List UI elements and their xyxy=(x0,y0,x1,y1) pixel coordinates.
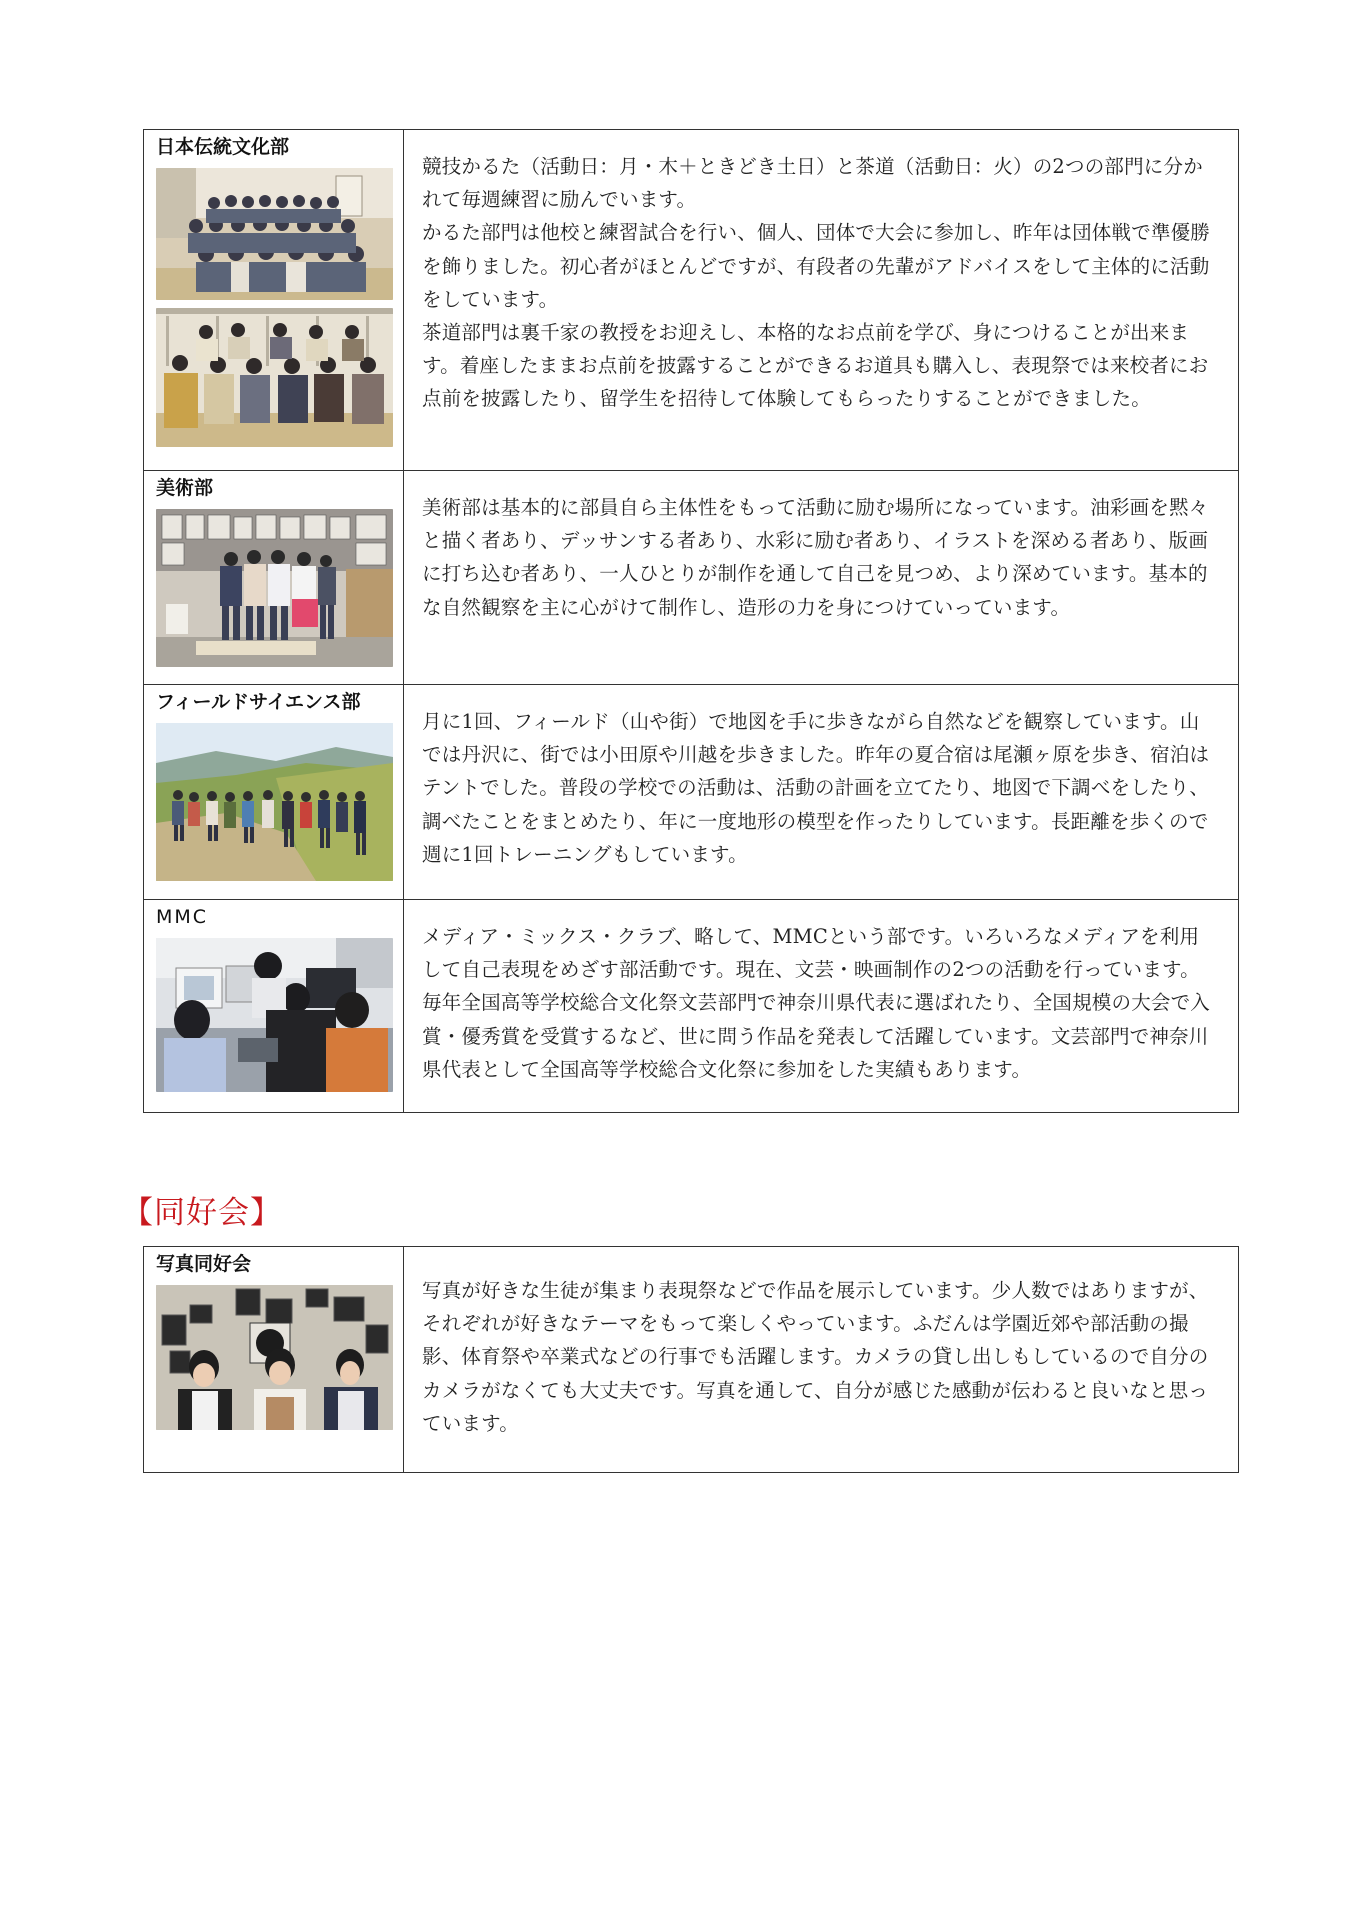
clubs-table xyxy=(143,129,1239,1113)
club-row xyxy=(144,471,1239,685)
club-description xyxy=(404,130,1238,416)
paragraph: 写真が好きな生徒が集まり表現祭などで作品を展示しています。少人数ではありますが、それぞれが好きなテーマをもって楽しくやっています。ふだんは学園近郊や部活動の撮影、体育祭や卒業式などの行事でも活躍します。カメラの貸し出しもしているので自分のカメラがなくても大丈夫です。写真を通して、自分が感じた感動が伝わると良いなと思っています。 xyxy=(422,1279,1209,1435)
mmc-photo xyxy=(156,938,393,1092)
paragraph: かるた部門は他校と練習試合を行い、個人、団体で大会に参加し、昨年は団体戦で準優勝を飾りました。初心者がほとんどですが、有段者の先輩がアドバイスをして主体的に活動をしています。 xyxy=(422,221,1211,311)
photo-circle-photo xyxy=(156,1285,393,1430)
club-row xyxy=(144,1247,1239,1473)
club-name: 日本伝統文化部 xyxy=(156,136,290,158)
club-description xyxy=(404,685,1238,871)
paragraph: 美術部は基本的に部員自ら主体性をもって活動に励む場所になっています。油彩画を黙々と描く者あり、デッサンする者あり、水彩に励む者あり、イラストを深める者あり、版画に打ち込む者あり、一人ひとりが制作を通して自己を見つめ、より深めています。基本的な自然観察を主に心がけて制作し、造形の力を身につけていっています。 xyxy=(422,496,1209,619)
paragraph: 月に1回、フィールド（山や街）で地図を手に歩きながら自然などを観察しています。山では丹沢に、街では小田原や川越を歩きました。昨年の夏合宿は尾瀬ヶ原を歩き、宿泊はテントでした。普段の学校での活動は、活動の計画を立てたり、地図で下調べをしたり、調べたことをまとめたり、年に一度地形の模型を作ったりしています。長距離を歩くので週に1回トレーニングもしています。 xyxy=(422,710,1210,866)
section-heading: 【同好会】 xyxy=(122,1195,282,1231)
club-row xyxy=(144,130,1239,471)
club-name: MMC xyxy=(156,906,209,928)
club-row xyxy=(144,900,1239,1113)
paragraph: 競技かるた（活動日：月・木＋ときどき土日）と茶道（活動日：火）の2つの部門に分かれて毎週練習に励んでいます。 xyxy=(422,155,1203,212)
tea-ceremony-photo xyxy=(156,308,393,447)
paragraph: 茶道部門は裏千家の教授をお迎えし、本格的なお点前を学び、身につけることが出来ます。着座したままお点前を披露することができるお道具も購入し、表現祭では来校者にお点前を披露したり、留学生を招待して体験してもらったりすることができました。 xyxy=(422,321,1209,411)
club-row xyxy=(144,685,1239,900)
circle-description xyxy=(404,1247,1238,1440)
field-science-photo xyxy=(156,723,393,881)
art-club-photo xyxy=(156,509,393,667)
club-name: 写真同好会 xyxy=(156,1253,252,1275)
karuta-group-photo xyxy=(156,168,393,300)
paragraph: メディア・ミックス・クラブ、略して、MMCという部です。いろいろなメディアを利用して自己表現をめざす部活動です。現在、文芸・映画制作の2つの活動を行っています。毎年全国高等学校総合文化祭文芸部門で神奈川県代表に選ばれたり、全国規模の大会で入賞・優秀賞を受賞するなど、世に問う作品を発表して活躍しています。文芸部門で神奈川県代表として全国高等学校総合文化祭に参加をした実績もあります。 xyxy=(422,925,1211,1081)
circles-table xyxy=(143,1246,1239,1473)
club-description xyxy=(404,900,1238,1086)
club-description xyxy=(404,471,1238,624)
club-name: 美術部 xyxy=(156,477,214,499)
club-name: フィールドサイエンス部 xyxy=(156,691,361,713)
